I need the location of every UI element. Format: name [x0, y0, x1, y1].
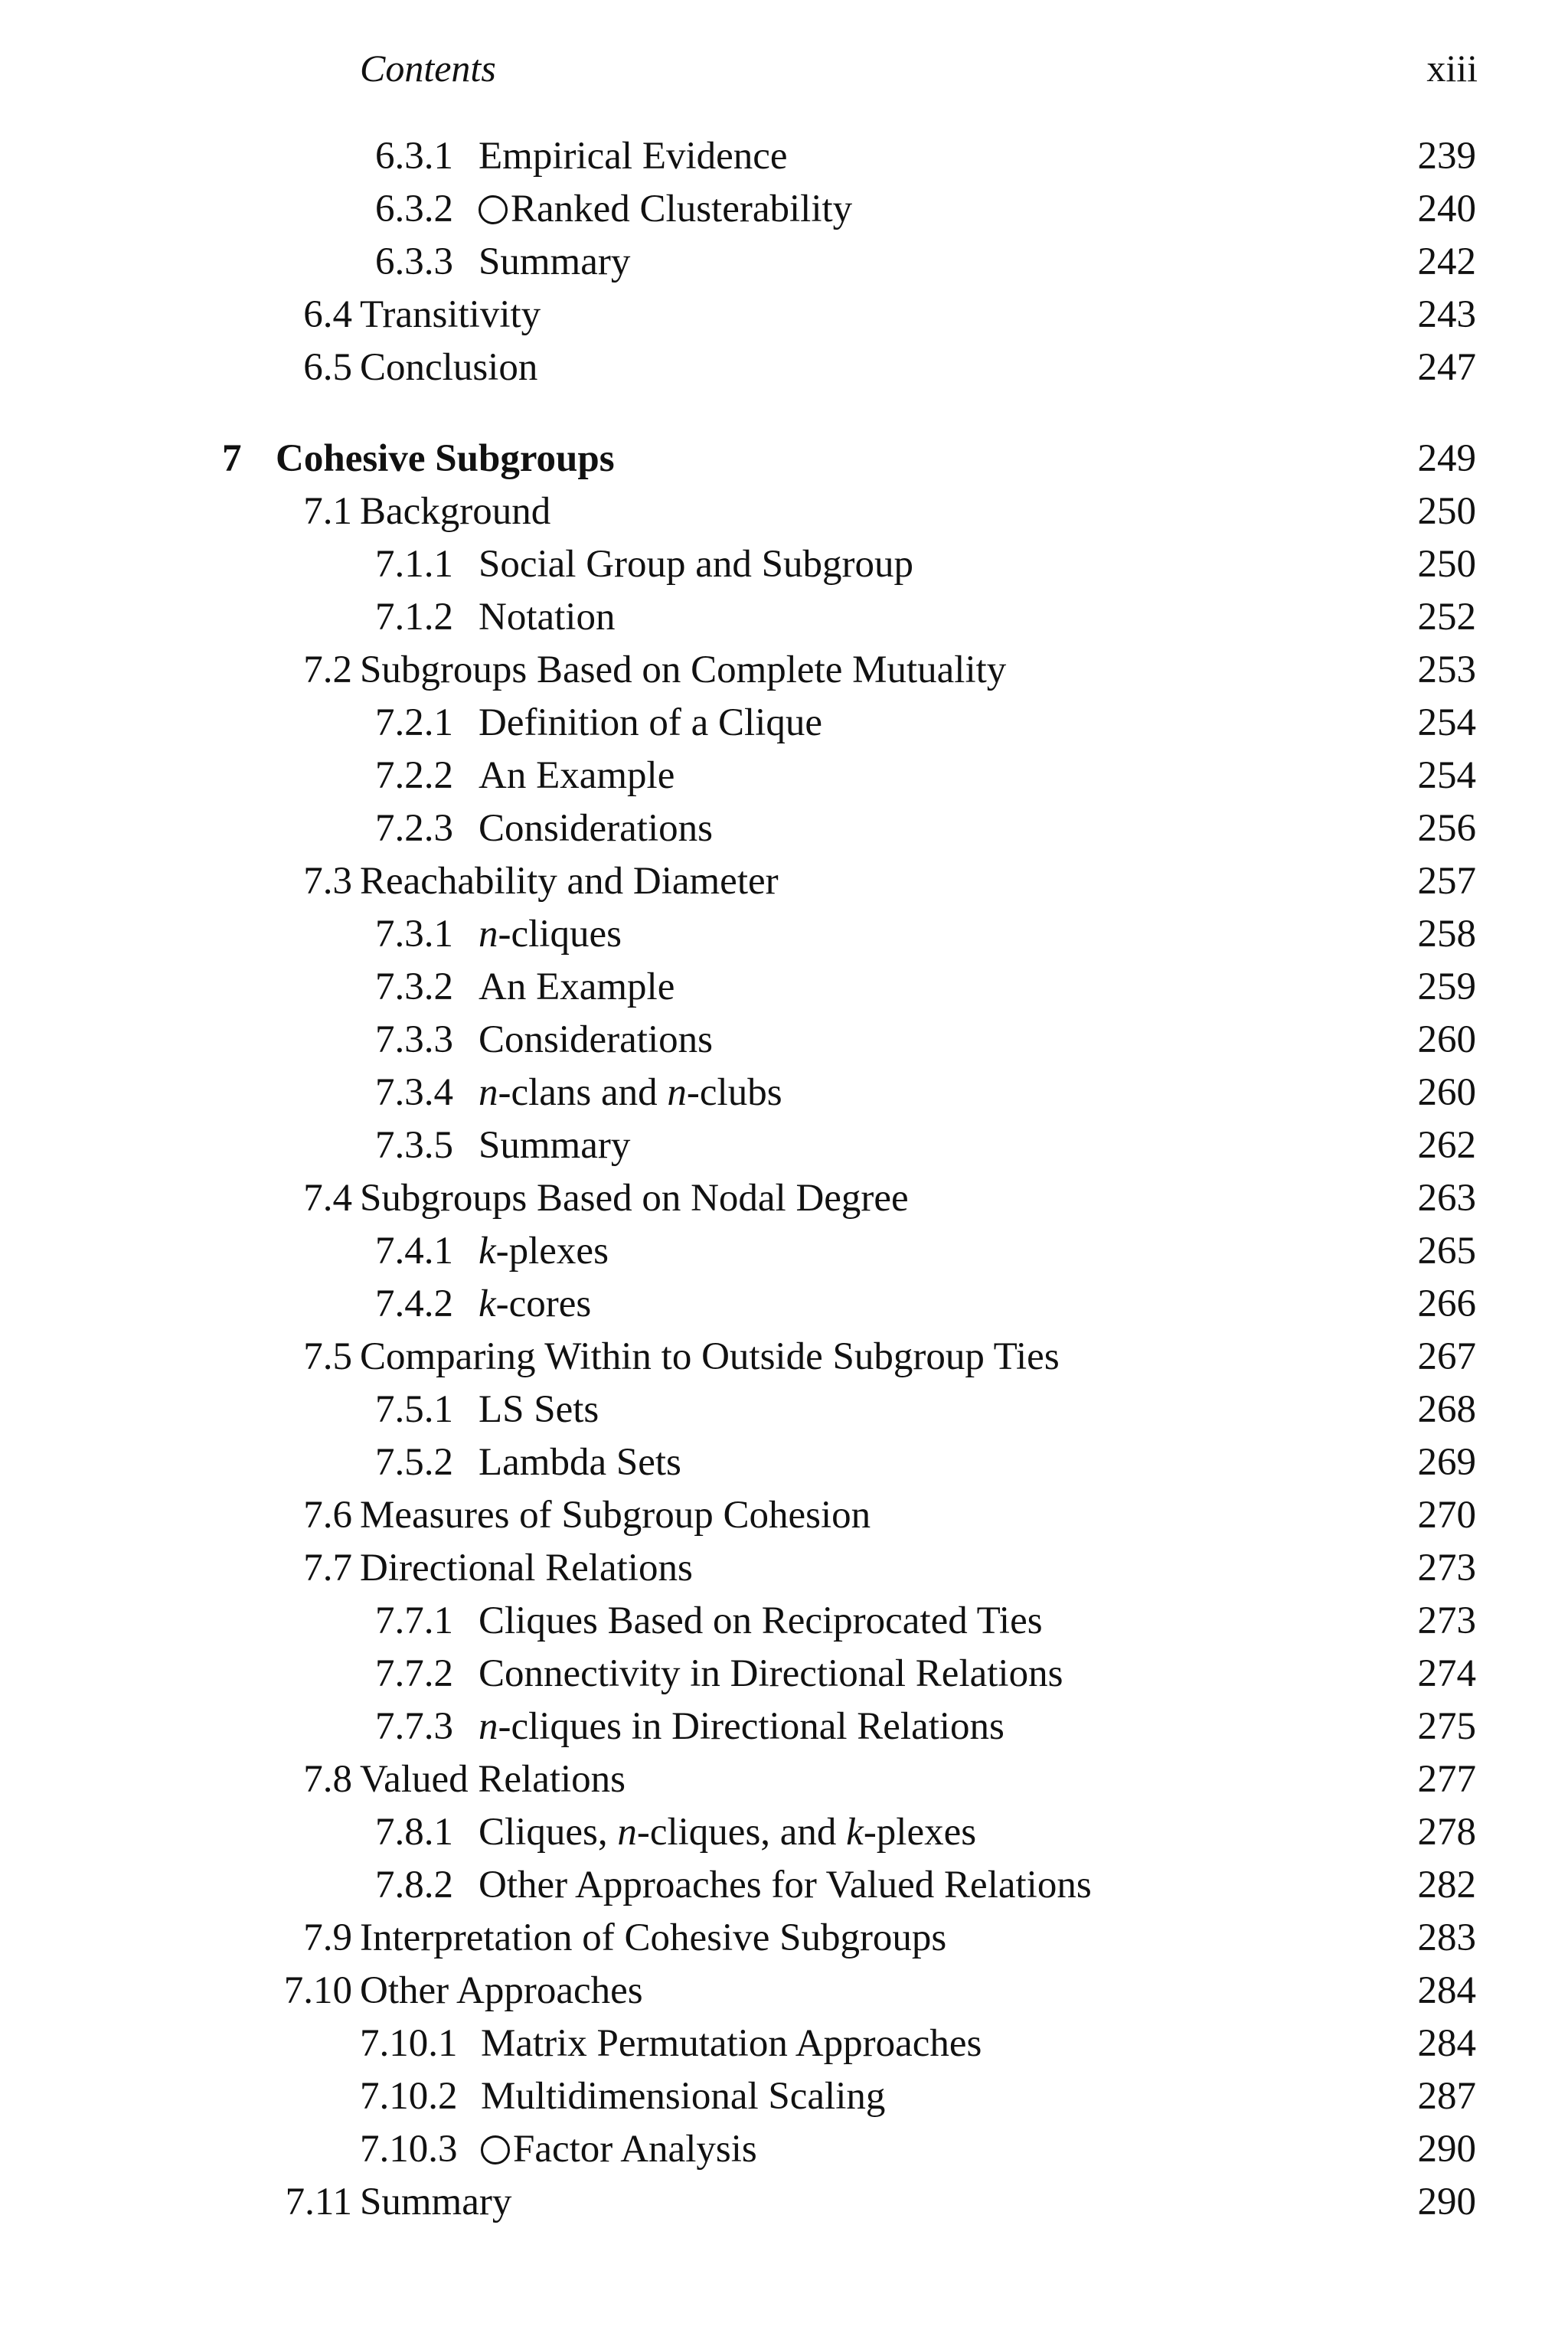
entry-title-text: Considerations	[479, 1018, 713, 1061]
entry-title-text: Summary	[479, 1124, 631, 1167]
entry-page-number: 277	[1417, 1758, 1476, 1801]
running-head-title: Contents	[360, 47, 496, 90]
entry-number: 6.4	[303, 293, 352, 336]
entry-title-text: Summary	[479, 240, 631, 283]
toc-entry	[0, 1384, 1568, 1436]
entry-title	[479, 1225, 609, 1278]
entry-title	[360, 2176, 511, 2229]
entry-title	[481, 2123, 757, 2176]
advanced-topic-circle-icon	[481, 2135, 510, 2164]
entry-title-text: Cohesive Subgroups	[276, 437, 615, 480]
entry-title	[360, 1912, 946, 1965]
entry-page-number: 268	[1417, 1388, 1476, 1431]
toc-entry	[0, 1225, 1568, 1278]
entry-number: 7.4.2	[375, 1282, 453, 1325]
entry-number: 7.8	[303, 1758, 352, 1801]
entry-title	[479, 1014, 713, 1067]
entry-page-number: 240	[1417, 188, 1476, 230]
entry-title-text: Valued Relations	[360, 1758, 626, 1801]
toc-entry	[0, 1701, 1568, 1753]
entry-page-number: 262	[1417, 1124, 1476, 1167]
entry-page-number: 274	[1417, 1652, 1476, 1695]
entry-page-number: 263	[1417, 1177, 1476, 1220]
entry-page-number: 247	[1417, 346, 1476, 389]
entry-title-text: Social Group and Subgroup	[479, 543, 914, 586]
entry-title-text: k-plexes	[479, 1230, 609, 1273]
toc-entry	[0, 855, 1568, 908]
entry-page-number: 269	[1417, 1441, 1476, 1484]
toc-entry	[0, 802, 1568, 855]
entry-title-text: Lambda Sets	[479, 1441, 681, 1484]
entry-page-number: 273	[1417, 1547, 1476, 1589]
entry-number: 7.10.2	[360, 2075, 458, 2118]
entry-title-text: An Example	[479, 965, 675, 1008]
toc-entry	[0, 236, 1568, 289]
entry-title-text: LS Sets	[479, 1388, 599, 1431]
entry-page-number: 250	[1417, 490, 1476, 533]
entry-title-text: Definition of a Clique	[479, 701, 822, 744]
entry-number: 7.2.2	[375, 754, 453, 797]
entry-number: 7.6	[303, 1494, 352, 1537]
entry-page-number: 257	[1417, 860, 1476, 903]
entry-page-number: 284	[1417, 2022, 1476, 2065]
toc-entry	[0, 1753, 1568, 1806]
entry-title-text: Other Approaches for Valued Relations	[479, 1864, 1092, 1906]
entry-title	[479, 961, 675, 1014]
entry-number: 7.3.2	[375, 965, 453, 1008]
entry-title	[360, 855, 779, 908]
entry-number: 7.5.1	[375, 1388, 453, 1431]
entry-title	[479, 1701, 1004, 1753]
entry-number: 6.3.1	[375, 135, 453, 178]
toc-entry	[0, 591, 1568, 644]
entry-number: 7.3.1	[375, 913, 453, 956]
entry-title	[479, 538, 913, 591]
entry-page-number: 259	[1417, 965, 1476, 1008]
entry-page-number: 243	[1417, 293, 1476, 336]
toc-entry	[0, 1278, 1568, 1331]
entry-page-number: 282	[1417, 1864, 1476, 1906]
entry-title	[479, 1384, 599, 1436]
entry-title-text: Comparing Within to Outside Subgroup Ties	[360, 1335, 1060, 1378]
entry-title-text: Notation	[479, 596, 616, 639]
entry-number: 7.2.1	[375, 701, 453, 744]
entry-page-number: 283	[1417, 1916, 1476, 1959]
entry-title-text: Subgroups Based on Nodal Degree	[360, 1177, 909, 1220]
entry-page-number: 242	[1417, 240, 1476, 283]
entry-title	[360, 1965, 643, 2017]
toc-entry	[0, 1912, 1568, 1965]
entry-title	[479, 1595, 1043, 1648]
entry-page-number: 278	[1417, 1811, 1476, 1854]
entry-title	[481, 2070, 885, 2123]
toc-entry	[0, 2123, 1568, 2176]
entry-number: 7.3.3	[375, 1018, 453, 1061]
entry-title-text: An Example	[479, 754, 675, 797]
entry-page-number: 287	[1417, 2075, 1476, 2118]
entry-title-text: Cliques Based on Reciprocated Ties	[479, 1599, 1043, 1642]
toc-entry	[0, 1014, 1568, 1067]
entry-number: 7.10	[283, 1969, 352, 2012]
entry-page-number: 270	[1417, 1494, 1476, 1537]
entry-number: 7.1	[303, 490, 352, 533]
toc-entry	[0, 697, 1568, 750]
toc-entry	[0, 2017, 1568, 2070]
running-head	[360, 46, 1478, 100]
entry-page-number: 253	[1417, 649, 1476, 691]
entry-page-number: 254	[1417, 754, 1476, 797]
entry-number: 7.9	[303, 1916, 352, 1959]
entry-title-text: Factor Analysis	[513, 2128, 757, 2171]
toc-entry	[0, 644, 1568, 697]
entry-page-number: 250	[1417, 543, 1476, 586]
toc-entry	[0, 1965, 1568, 2017]
entry-title	[276, 433, 615, 485]
entry-number: 7.4.1	[375, 1230, 453, 1273]
entry-number: 7.1.2	[375, 596, 453, 639]
toc-chapter-entry	[0, 433, 1568, 485]
entry-number: 7.10.1	[360, 2022, 458, 2065]
entry-page-number: 273	[1417, 1599, 1476, 1642]
entry-number: 7.3	[303, 860, 352, 903]
entry-title	[360, 1331, 1060, 1384]
entry-number: 7.8.2	[375, 1864, 453, 1906]
toc-entry	[0, 1119, 1568, 1172]
entry-title-text: Considerations	[479, 807, 713, 850]
entry-number: 6.3.2	[375, 188, 453, 230]
entry-number: 7.7.1	[375, 1599, 453, 1642]
entry-title-text: Other Approaches	[360, 1969, 643, 2012]
entry-number: 7	[222, 437, 242, 480]
toc-entry	[0, 1542, 1568, 1595]
entry-title-text: n-clans and n-clubs	[479, 1071, 782, 1114]
entry-number: 7.7	[303, 1547, 352, 1589]
entry-page-number: 239	[1417, 135, 1476, 178]
entry-page-number: 249	[1417, 437, 1476, 480]
entry-title-text: k-cores	[479, 1282, 592, 1325]
entry-number: 7.5	[303, 1335, 352, 1378]
entry-page-number: 266	[1417, 1282, 1476, 1325]
entry-number: 7.3.5	[375, 1124, 453, 1167]
toc-entry	[0, 2070, 1568, 2123]
entry-title	[360, 289, 541, 341]
entry-title	[479, 908, 622, 961]
advanced-topic-circle-icon	[479, 195, 508, 224]
toc-entry	[0, 1172, 1568, 1225]
entry-title	[360, 1753, 626, 1806]
toc-entry	[0, 485, 1568, 538]
entry-title	[479, 130, 788, 183]
entry-title	[479, 591, 615, 644]
entry-page-number: 260	[1417, 1071, 1476, 1114]
entry-title	[481, 2017, 982, 2070]
entry-title	[479, 1067, 782, 1119]
entry-title-text: Cliques, n-cliques, and k-plexes	[479, 1811, 977, 1854]
page-number: xiii	[1426, 47, 1478, 90]
toc-entry	[0, 1489, 1568, 1542]
entry-title-text: Connectivity in Directional Relations	[479, 1652, 1063, 1695]
toc-entry	[0, 1859, 1568, 1912]
entry-title	[479, 236, 630, 289]
entry-page-number: 265	[1417, 1230, 1476, 1273]
entry-title	[479, 697, 822, 750]
entry-page-number: 267	[1417, 1335, 1476, 1378]
entry-title	[479, 750, 675, 802]
entry-page-number: 254	[1417, 701, 1476, 744]
entry-title-text: Reachability and Diameter	[360, 860, 779, 903]
entry-title-text: Directional Relations	[360, 1547, 693, 1589]
entry-page-number: 284	[1417, 1969, 1476, 2012]
entry-title	[479, 802, 713, 855]
toc-entry	[0, 1806, 1568, 1859]
entry-number: 7.7.2	[375, 1652, 453, 1695]
toc-entry	[0, 908, 1568, 961]
entry-title-text: Transitivity	[360, 293, 541, 336]
toc-entry	[0, 1067, 1568, 1119]
entry-number: 7.8.1	[375, 1811, 453, 1854]
entry-page-number: 260	[1417, 1018, 1476, 1061]
entry-number: 7.7.3	[375, 1705, 453, 1748]
entry-title	[479, 1278, 591, 1331]
entry-title	[479, 1436, 681, 1489]
toc-entry	[0, 289, 1568, 341]
entry-title-text: Subgroups Based on Complete Mutuality	[360, 649, 1007, 691]
entry-number: 6.3.3	[375, 240, 453, 283]
entry-page-number: 256	[1417, 807, 1476, 850]
toc-entry	[0, 961, 1568, 1014]
entry-title	[479, 1859, 1092, 1912]
entry-number: 7.11	[285, 2181, 352, 2223]
entry-number: 7.5.2	[375, 1441, 453, 1484]
entry-title	[360, 341, 537, 394]
entry-title-text: Multidimensional Scaling	[481, 2075, 886, 2118]
toc-entry	[0, 1648, 1568, 1701]
entry-page-number: 252	[1417, 596, 1476, 639]
toc-entry	[0, 1595, 1568, 1648]
entry-title-text: n-cliques in Directional Relations	[479, 1705, 1004, 1748]
entry-title	[479, 1119, 630, 1172]
entry-number: 7.2.3	[375, 807, 453, 850]
entry-number: 7.4	[303, 1177, 352, 1220]
toc-entry	[0, 341, 1568, 394]
table-of-contents	[0, 130, 1568, 2229]
entry-page-number: 275	[1417, 1705, 1476, 1748]
entry-title-text: Interpretation of Cohesive Subgroups	[360, 1916, 947, 1959]
entry-number: 7.10.3	[360, 2128, 458, 2171]
entry-title-text: Ranked Clusterability	[511, 188, 853, 230]
entry-title	[479, 1806, 976, 1859]
toc-entry	[0, 1331, 1568, 1384]
entry-title	[479, 183, 852, 236]
entry-title-text: n-cliques	[479, 913, 622, 956]
entry-title	[479, 1648, 1063, 1701]
entry-number: 6.5	[303, 346, 352, 389]
entry-page-number: 290	[1417, 2181, 1476, 2223]
toc-entry	[0, 1436, 1568, 1489]
toc-entry	[0, 130, 1568, 183]
entry-number: 7.2	[303, 649, 352, 691]
toc-entry	[0, 538, 1568, 591]
entry-title-text: Empirical Evidence	[479, 135, 788, 178]
entry-title-text: Measures of Subgroup Cohesion	[360, 1494, 871, 1537]
entry-page-number: 290	[1417, 2128, 1476, 2171]
entry-number: 7.1.1	[375, 543, 453, 586]
toc-entry	[0, 2176, 1568, 2229]
entry-title	[360, 1542, 693, 1595]
toc-entry	[0, 183, 1568, 236]
entry-title-text: Matrix Permutation Approaches	[481, 2022, 982, 2065]
entry-title	[360, 1489, 871, 1542]
entry-title	[360, 485, 550, 538]
entry-title	[360, 1172, 909, 1225]
toc-entry	[0, 750, 1568, 802]
entry-title-text: Conclusion	[360, 346, 538, 389]
entry-title-text: Summary	[360, 2181, 512, 2223]
entry-title	[360, 644, 1006, 697]
entry-number: 7.3.4	[375, 1071, 453, 1114]
entry-title-text: Background	[360, 490, 551, 533]
entry-page-number: 258	[1417, 913, 1476, 956]
